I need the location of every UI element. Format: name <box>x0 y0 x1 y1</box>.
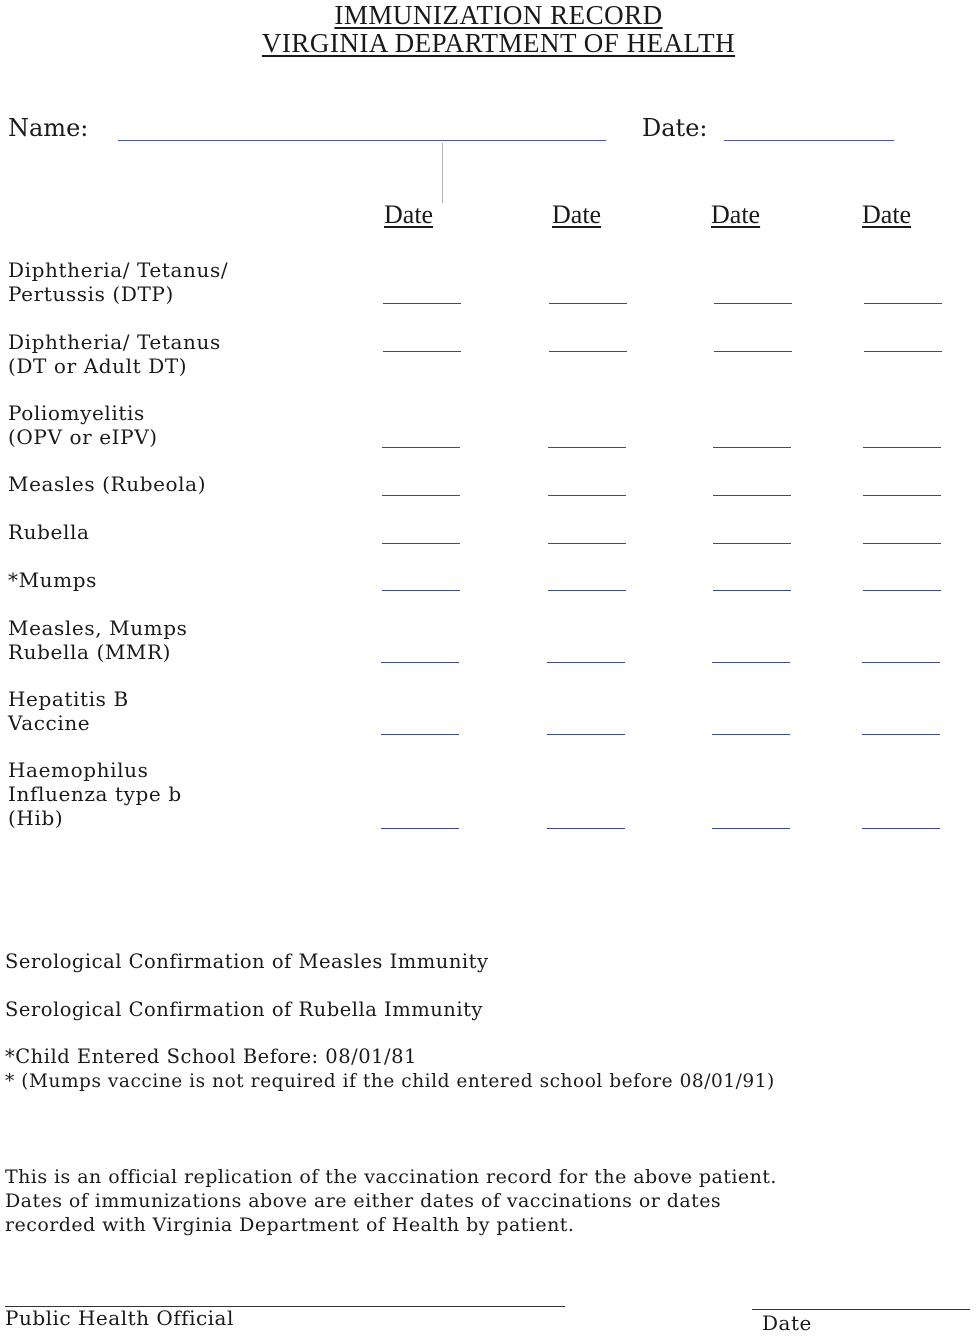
department-title: VIRGINIA DEPARTMENT OF HEALTH <box>261 28 736 58</box>
mmr-date-4[interactable] <box>862 662 940 663</box>
date-field[interactable] <box>724 140 894 141</box>
signature-date-line[interactable] <box>752 1309 970 1310</box>
hib-date-1[interactable] <box>381 828 459 829</box>
serology-rubella: Serological Confirmation of Rubella Immunity <box>5 998 483 1021</box>
hib-date-3[interactable] <box>712 828 790 829</box>
rubella-date-3[interactable] <box>713 543 791 544</box>
rubella-date-1[interactable] <box>382 543 460 544</box>
serology-measles: Serological Confirmation of Measles Immunity <box>5 950 489 973</box>
hib-date-2[interactable] <box>547 828 625 829</box>
rubella-date-4[interactable] <box>863 543 941 544</box>
school-entry-note: *Child Entered School Before: 08/01/81 <box>5 1045 417 1068</box>
dtp-date-2[interactable] <box>549 303 627 304</box>
polio-date-4[interactable] <box>863 447 941 448</box>
signature-date-label: Date <box>762 1311 812 1335</box>
mmr-date-3[interactable] <box>712 662 790 663</box>
hepatitis-b-date-2[interactable] <box>547 734 625 735</box>
dtp-date-3[interactable] <box>714 303 792 304</box>
dt-date-4[interactable] <box>864 351 942 352</box>
vaccine-label-rubella: Rubella <box>8 520 90 544</box>
mumps-note: * (Mumps vaccine is not required if the child entered school before 08/01/91) <box>5 1071 775 1092</box>
mmr-date-1[interactable] <box>381 662 459 663</box>
name-field[interactable] <box>118 140 606 141</box>
vaccine-label-dt: Diphtheria/ Tetanus (DT or Adult DT) <box>8 330 221 378</box>
column-header-date-3: Date <box>711 200 761 229</box>
mumps-date-2[interactable] <box>548 590 626 591</box>
date-label: Date: <box>642 114 708 142</box>
hib-date-4[interactable] <box>862 828 940 829</box>
rubella-date-2[interactable] <box>548 543 626 544</box>
mumps-date-1[interactable] <box>382 590 460 591</box>
polio-date-1[interactable] <box>382 447 460 448</box>
vaccine-label-mmr: Measles, Mumps Rubella (MMR) <box>8 616 188 664</box>
column-header-date-1: Date <box>384 200 434 229</box>
mmr-date-2[interactable] <box>547 662 625 663</box>
vaccine-label-polio: Poliomyelitis (OPV or eIPV) <box>8 401 158 449</box>
vaccine-label-dtp: Diphtheria/ Tetanus/ Pertussis (DTP) <box>8 258 229 306</box>
measles-date-1[interactable] <box>382 495 460 496</box>
name-label: Name: <box>8 114 89 142</box>
hepatitis-b-date-4[interactable] <box>862 734 940 735</box>
column-header-date-2: Date <box>552 200 602 229</box>
measles-date-2[interactable] <box>548 495 626 496</box>
hepatitis-b-date-1[interactable] <box>381 734 459 735</box>
mumps-date-4[interactable] <box>863 590 941 591</box>
dtp-date-4[interactable] <box>864 303 942 304</box>
dtp-date-1[interactable] <box>383 303 461 304</box>
measles-date-3[interactable] <box>713 495 791 496</box>
vaccine-label-mumps: *Mumps <box>8 568 97 592</box>
scan-mark <box>442 143 443 203</box>
column-header-date-4: Date <box>862 200 912 229</box>
dt-date-2[interactable] <box>549 351 627 352</box>
hepatitis-b-date-3[interactable] <box>712 734 790 735</box>
dt-date-1[interactable] <box>383 351 461 352</box>
vaccine-label-measles: Measles (Rubeola) <box>8 472 207 496</box>
dt-date-3[interactable] <box>714 351 792 352</box>
official-signature-label: Public Health Official <box>5 1306 234 1330</box>
vaccine-label-hepatitis-b: Hepatitis B Vaccine <box>8 687 129 735</box>
vaccine-label-hib: Haemophilus Influenza type b (Hib) <box>8 758 182 830</box>
certification-text: This is an official replication of the vaccination record for the above patient. Dates of immunizations above are either dates of vaccinations or dates recorded with Virginia Department of Health by patient. <box>5 1166 777 1236</box>
measles-date-4[interactable] <box>863 495 941 496</box>
polio-date-3[interactable] <box>713 447 791 448</box>
polio-date-2[interactable] <box>548 447 626 448</box>
form-title: IMMUNIZATION RECORD <box>334 0 663 30</box>
mumps-date-3[interactable] <box>713 590 791 591</box>
